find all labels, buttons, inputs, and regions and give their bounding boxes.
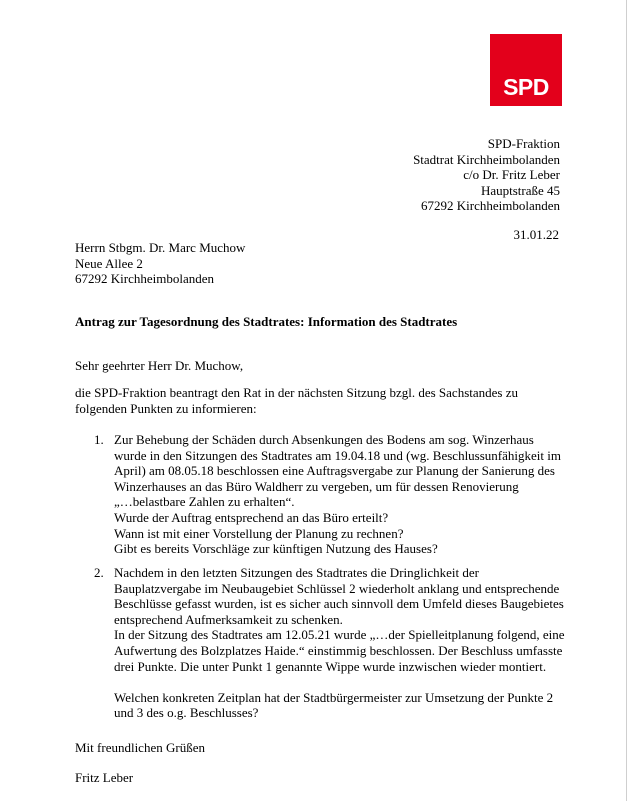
- sender-line: Stadtrat Kirchheimbolanden: [413, 151, 560, 167]
- question-line: und 3 des o.g. Beschlusses?: [114, 705, 259, 721]
- recipient-line: Neue Allee 2: [75, 255, 143, 271]
- sender-line: c/o Dr. Fritz Leber: [463, 167, 560, 183]
- list-item-text: [114, 565, 564, 721]
- item-line: entsprechend Aufmerksamkeit zu schenken.: [114, 611, 343, 627]
- item-line: Bauplatzvergabe im Neubaugebiet Schlüssel 2 wiederholt anklang und entsprechende: [114, 580, 560, 596]
- sender-line: SPD-Fraktion: [487, 136, 560, 151]
- list-item-1: [94, 432, 564, 557]
- item-line: Nachdem in den letzten Sitzungen des Stadtrates die Dringlichkeit der: [114, 565, 479, 580]
- list-item-text: [114, 432, 564, 557]
- list-number: 1.: [94, 432, 104, 447]
- item-line: In der Sitzung des Stadtrates am 12.05.21 wurde „…der Spielleitplanung folgend, eine: [114, 627, 565, 643]
- item-line: Winzerhauses an das Büro Waldherr zu vergeben, um für dessen Renovierung: [114, 478, 519, 494]
- question-line: Welchen konkreten Zeitplan hat der Stadtbürgermeister zur Umsetzung der Punkte 2: [114, 689, 554, 705]
- item-line: Aufwertung des Bolzplatzes Haide.“ einstimmig beschlossen. Der Beschluss umfasste: [114, 642, 563, 658]
- recipient-address: [75, 240, 245, 287]
- intro-line: folgenden Punkten zu informieren:: [75, 400, 257, 416]
- item-line: Wurde der Auftrag entsprechend an das Büro erteilt?: [114, 509, 389, 525]
- closing-phrase: Mit freundlichen Grüßen: [75, 740, 205, 755]
- item-line: wurde in den Sitzungen des Stadtrates am 19.04.18 und (wg. Beschlussunfähigkeit im: [114, 447, 561, 463]
- signature-name: Fritz Leber: [75, 770, 134, 785]
- item-line: drei Punkte. Die unter Punkt 1 genannte Wippe wurde inzwischen wieder montiert.: [114, 658, 547, 674]
- item-line: Beschlüsse gefasst wurden, ist es sicher auch sinnvoll dem Umfeld dieses Baugebietes: [114, 596, 564, 612]
- salutation: Sehr geehrter Herr Dr. Muchow,: [75, 358, 244, 373]
- logo-text: SPD: [503, 74, 549, 100]
- subject-line: Antrag zur Tagesordnung des Stadtrates: Information des Stadtrates: [75, 314, 458, 329]
- sender-line: 67292 Kirchheimbolanden: [421, 198, 560, 214]
- item-line: Wann ist mit einer Vorstellung der Planung zu rechnen?: [114, 525, 404, 541]
- item-line: „…belastbare Zahlen zu erhalten“.: [114, 494, 295, 510]
- letter-date: 31.01.22: [513, 227, 559, 242]
- item-line: Gibt es bereits Vorschläge zur künftigen Nutzung des Hauses?: [114, 541, 438, 557]
- paragraph-gap: [114, 674, 564, 690]
- list-number: 2.: [94, 565, 104, 580]
- sender-line: Hauptstraße 45: [480, 182, 560, 198]
- intro-paragraph: [75, 385, 555, 416]
- recipient-line: 67292 Kirchheimbolanden: [75, 271, 214, 287]
- item-line: April) am 08.05.18 beschlossen eine Auftragsvergabe zur Planung der Sanierung des: [114, 463, 555, 479]
- sender-address: [413, 136, 560, 214]
- intro-line: die SPD-Fraktion beantragt den Rat in der nächsten Sitzung bzgl. des Sachstandes zu: [75, 385, 518, 400]
- list-item-2: [94, 565, 564, 721]
- item-line: Zur Behebung der Schäden durch Absenkungen des Bodens am sog. Winzerhaus: [114, 432, 534, 447]
- recipient-line: Herrn Stbgm. Dr. Marc Muchow: [75, 240, 246, 255]
- spd-logo: [490, 34, 562, 106]
